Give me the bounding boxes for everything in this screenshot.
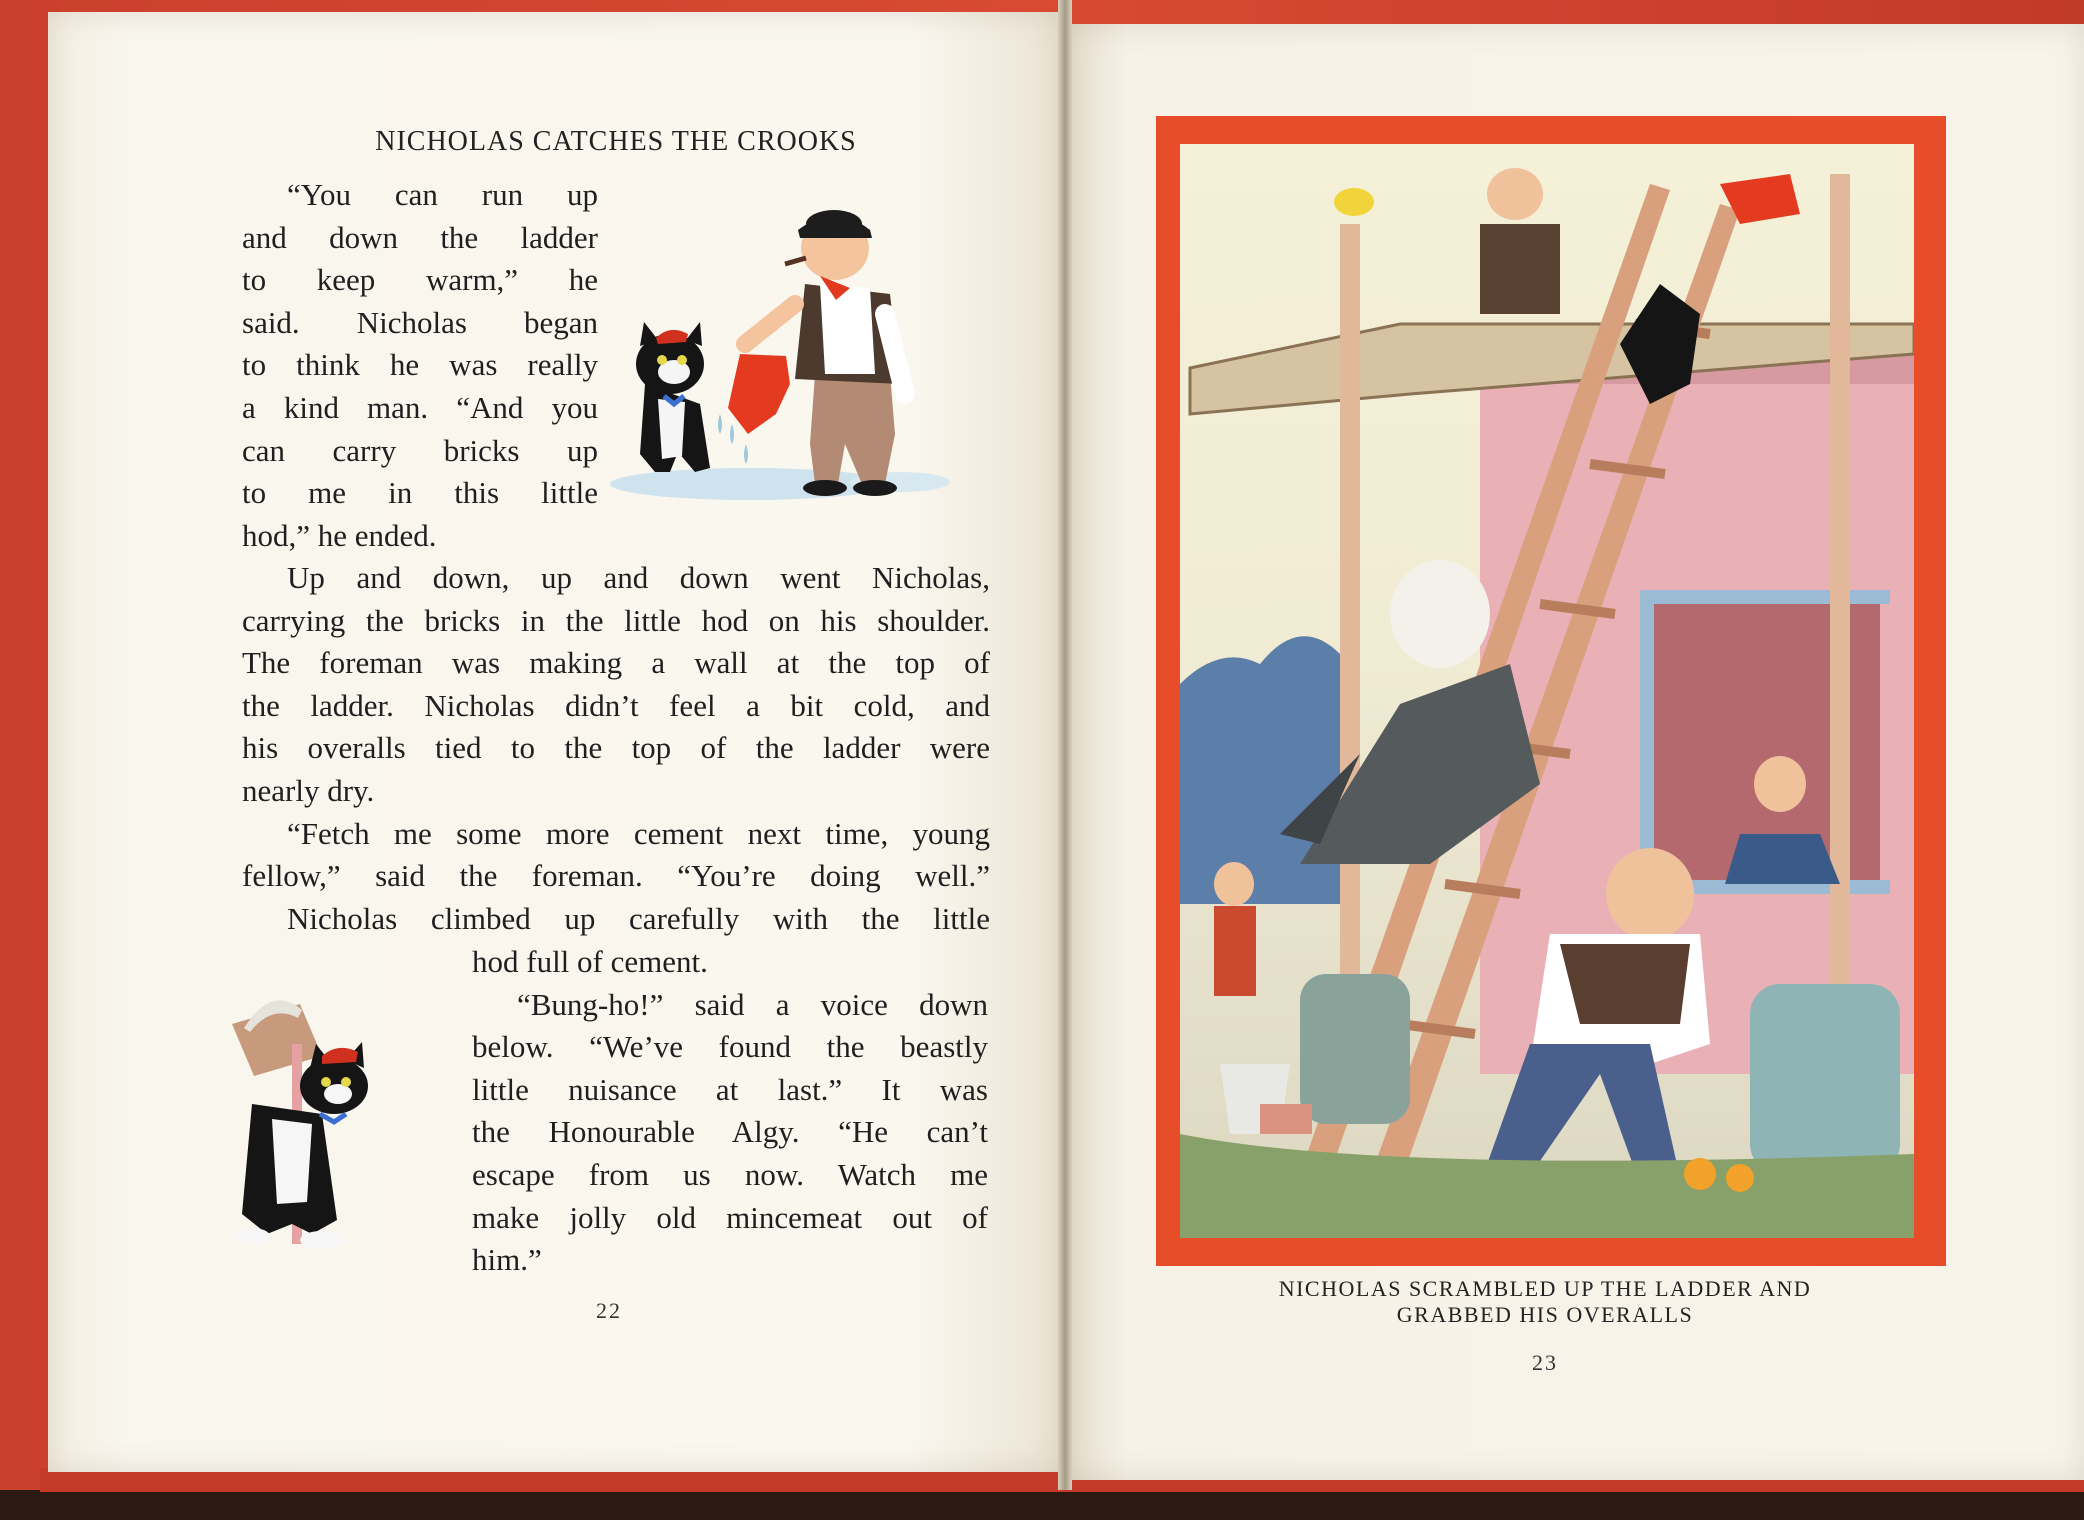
illustration-caption bbox=[1180, 1276, 1910, 1328]
text-line: “Bung-ho!” said a voice down bbox=[517, 986, 988, 1022]
text-line: escape from us now. Watch me bbox=[472, 1156, 988, 1192]
caption-line: NICHOLAS SCRAMBLED UP THE LADDER AND bbox=[1278, 1276, 1812, 1301]
text-line: to think he was really bbox=[242, 347, 598, 383]
cat-figure bbox=[636, 322, 710, 472]
text-line: hod full of cement. bbox=[472, 944, 708, 979]
text-line: “You can run up bbox=[287, 177, 598, 212]
foreman-and-cat-illustration bbox=[600, 184, 980, 514]
text-line: said. Nicholas began bbox=[242, 304, 598, 340]
foreman-figure bbox=[745, 210, 905, 496]
text-line: to keep warm,” he bbox=[242, 262, 598, 298]
text-block-2 bbox=[242, 557, 990, 940]
ladder-scene-illustration bbox=[1180, 144, 1914, 1238]
text-line: little nuisance at last.” It was bbox=[472, 1071, 988, 1107]
caption-line: GRABBED HIS OVERALLS bbox=[1396, 1302, 1694, 1327]
text-line: his overalls tied to the top of the ladder were bbox=[242, 730, 990, 766]
text-line: The foreman was making a wall at the top of bbox=[242, 645, 990, 681]
text-block-1 bbox=[242, 174, 598, 557]
running-head: NICHOLAS CATCHES THE CROOKS bbox=[375, 126, 857, 157]
text-line: carrying the bricks in the little hod on his shoulder. bbox=[242, 602, 990, 638]
text-line: the ladder. Nicholas didn’t feel a bit cold, and bbox=[242, 687, 990, 723]
text-line: the Honourable Algy. “He can’t bbox=[472, 1114, 988, 1150]
text-line: can carry bricks up bbox=[242, 432, 598, 468]
page-number-left: 22 bbox=[596, 1298, 622, 1323]
text-line: Up and down, up and down went Nicholas, bbox=[287, 560, 990, 595]
text-block-3 bbox=[472, 941, 988, 1282]
text-line: nearly dry. bbox=[242, 772, 375, 808]
text-line: “Fetch me some more cement next time, young bbox=[287, 815, 990, 851]
cat-with-hod-illustration bbox=[222, 984, 422, 1264]
text-line: Nicholas climbed up carefully with the little bbox=[287, 900, 990, 936]
text-line: fellow,” said the foreman. “You’re doing well.” bbox=[242, 858, 990, 894]
table-surface bbox=[0, 1490, 2084, 1520]
page-number-right: 23 bbox=[1532, 1350, 1558, 1375]
text-line: and down the ladder bbox=[242, 219, 598, 255]
text-line: hod,” he ended. bbox=[242, 517, 437, 553]
text-line: him.” bbox=[472, 1242, 542, 1278]
book-gutter bbox=[1058, 0, 1072, 1490]
text-line: to me in this little bbox=[242, 475, 598, 511]
text-line: a kind man. “And you bbox=[242, 389, 598, 425]
text-line: make jolly old mincemeat out of bbox=[472, 1199, 988, 1235]
illustration-plate bbox=[1180, 144, 1914, 1238]
text-line: below. “We’ve found the beastly bbox=[472, 1029, 988, 1065]
